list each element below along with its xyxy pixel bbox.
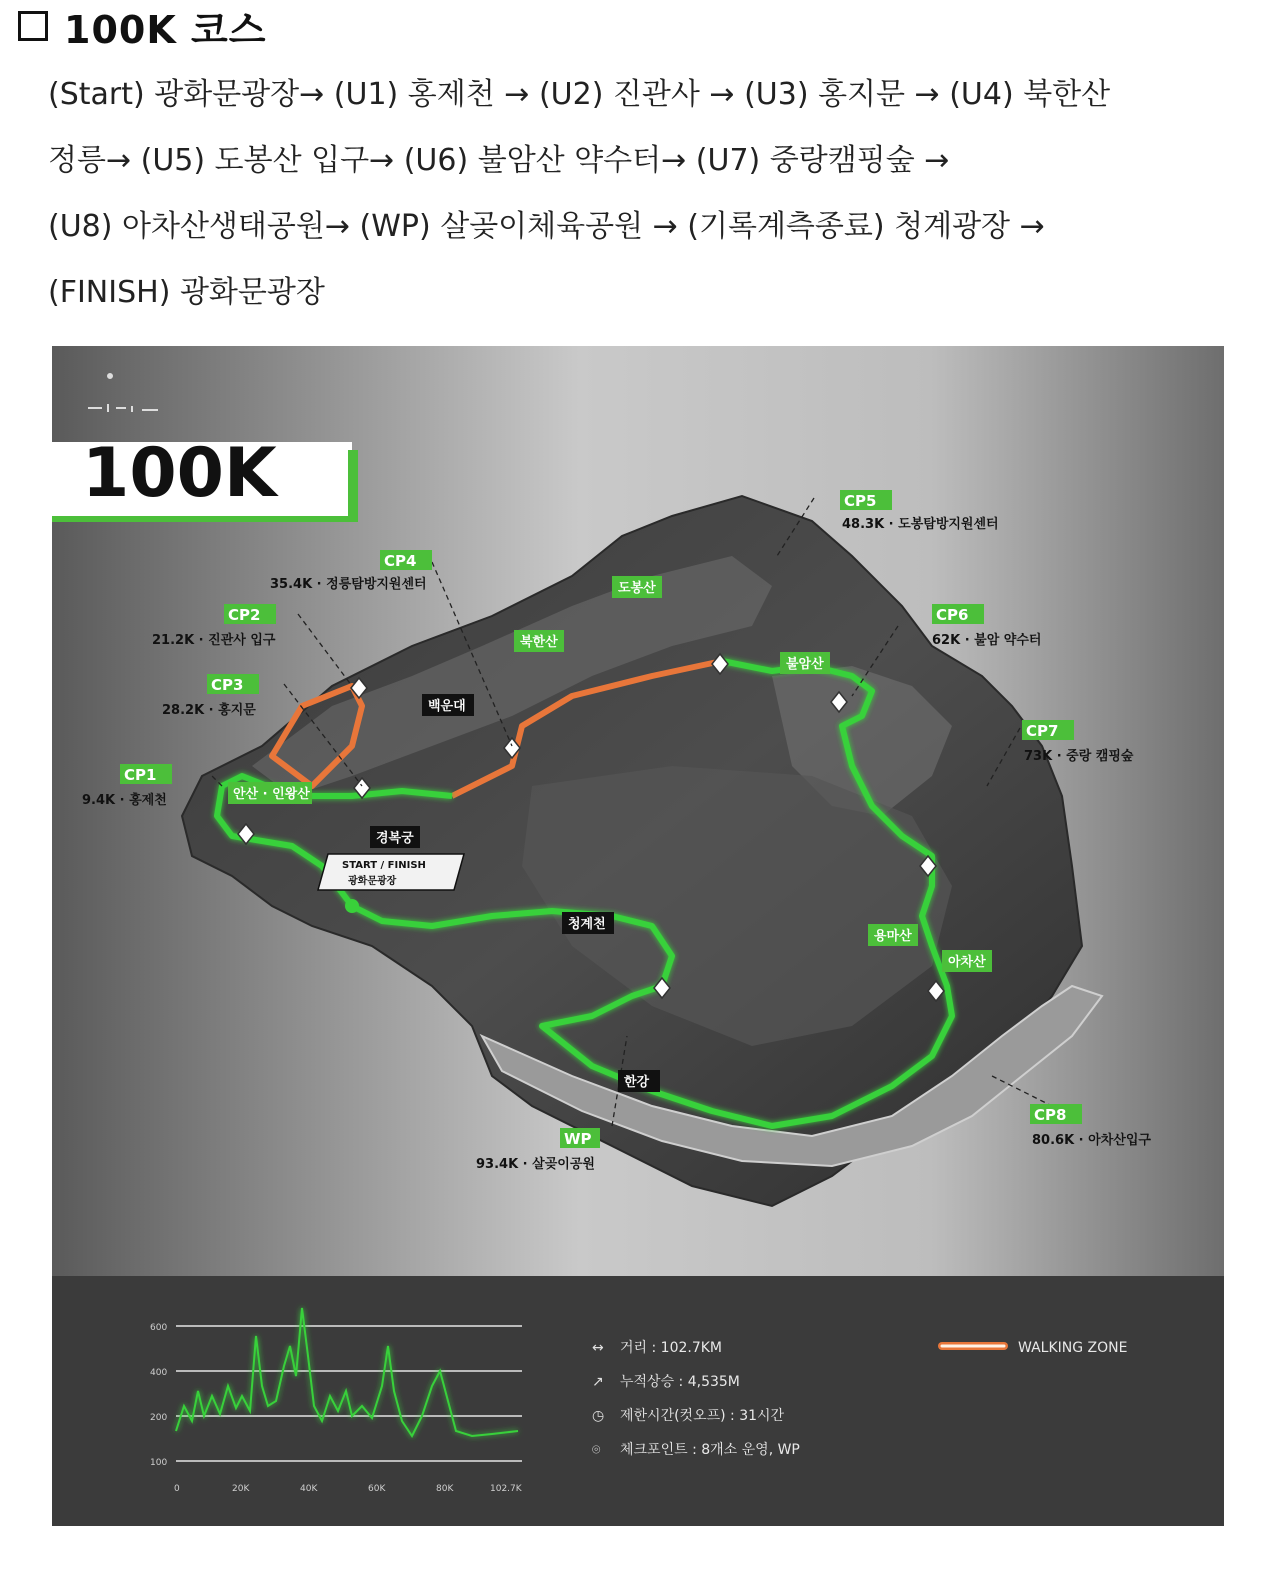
x-tick-0: 0: [174, 1484, 180, 1494]
cp3-label: 28.2K · 홍지문: [162, 703, 256, 718]
cp4-label: 35.4K · 정릉탐방지원센터: [270, 577, 427, 592]
start-finish-line2: 광화문광장: [348, 876, 397, 887]
stat-checkpoints: 체크포인트 : 8개소 운영, WP: [620, 1442, 800, 1458]
start-finish-line1: START / FINISH: [342, 860, 426, 871]
course-map: [52, 346, 1224, 1526]
cp8-code: CP8: [1034, 1106, 1067, 1124]
x-tick-20k: 20K: [232, 1484, 250, 1494]
clock-icon: ◷: [592, 1408, 605, 1424]
cp2-label: 21.2K · 진관사 입구: [152, 633, 276, 648]
checkbox-icon: [18, 11, 48, 41]
place-ansan-inwangsan: 안산 · 인왕산: [233, 787, 310, 802]
cp4-code: CP4: [384, 552, 417, 570]
cp3-code: CP3: [211, 676, 244, 694]
cp7-label: 73K · 중랑 캠핑숲: [1024, 749, 1134, 764]
route-line: (Start) 광화문광장→ (U1) 홍제천 → (U2) 진관사 → (U3) 홍지문 → (U4) 북한산: [48, 77, 1111, 112]
start-finish-marker: [345, 899, 359, 913]
pin-icon: ⌾: [592, 1442, 601, 1458]
place-achasan: 아차산: [948, 955, 986, 970]
ascent-icon: ↗: [592, 1374, 604, 1390]
info-panel: [52, 1276, 1224, 1526]
cp7-code: CP7: [1026, 722, 1059, 740]
stat-time-limit: 제한시간(컷오프) : 31시간: [620, 1408, 785, 1424]
place-gyeongbokgung: 경복궁: [376, 831, 414, 846]
wp-code: WP: [564, 1130, 592, 1148]
cp6-label: 62K · 불암 약수터: [932, 633, 1042, 648]
heading-title: 100K 코스: [64, 7, 267, 52]
place-yongmasan: 용마산: [874, 929, 912, 944]
legend-walking-zone: WALKING ZONE: [1018, 1340, 1128, 1356]
cp1-label: 9.4K · 홍제천: [82, 793, 167, 808]
cp2-code: CP2: [228, 606, 261, 624]
stat-distance: 거리 : 102.7KM: [620, 1340, 723, 1356]
y-tick-200: 200: [150, 1413, 168, 1423]
place-buramsan: 불암산: [786, 657, 824, 672]
section-heading: [18, 4, 267, 52]
cp1-code: CP1: [124, 766, 157, 784]
x-tick-60k: 60K: [368, 1484, 386, 1494]
place-hangang: 한강: [624, 1075, 650, 1090]
map-title-badge: [52, 434, 358, 522]
place-baegundae: 백운대: [428, 699, 466, 714]
stat-ascent: 누적상승 : 4,535M: [620, 1374, 740, 1390]
start-finish-tag: [318, 854, 464, 890]
route-line: (FINISH) 광화문광장: [48, 275, 325, 310]
map-title: 100K: [82, 434, 277, 513]
y-tick-400: 400: [150, 1368, 168, 1378]
route-line: (U8) 아차산생태공원→ (WP) 살곶이체육공원 → (기록계측종료) 청계광장 →: [48, 209, 1045, 244]
route-description: [48, 62, 1263, 326]
cp8-label: 80.6K · 아차산입구: [1032, 1133, 1151, 1148]
y-tick-100: 100: [150, 1458, 168, 1468]
place-cheonggyecheon: 청계천: [568, 917, 606, 932]
x-tick-40k: 40K: [300, 1484, 318, 1494]
distance-icon: ↔: [592, 1340, 604, 1356]
wp-label: 93.4K · 살곶이공원: [476, 1157, 595, 1172]
route-line: 정릉→ (U5) 도봉산 입구→ (U6) 불암산 약수터→ (U7) 중랑캠핑숲 →: [48, 143, 950, 178]
place-dobongsan: 도봉산: [618, 581, 656, 596]
y-tick-600: 600: [150, 1323, 168, 1333]
x-tick-80k: 80K: [436, 1484, 454, 1494]
place-bukhansan: 북한산: [520, 635, 558, 650]
cp6-code: CP6: [936, 606, 969, 624]
cp5-code: CP5: [844, 492, 877, 510]
x-tick-102-7k: 102.7K: [490, 1484, 522, 1494]
cp5-label: 48.3K · 도봉탐방지원센터: [842, 517, 999, 532]
